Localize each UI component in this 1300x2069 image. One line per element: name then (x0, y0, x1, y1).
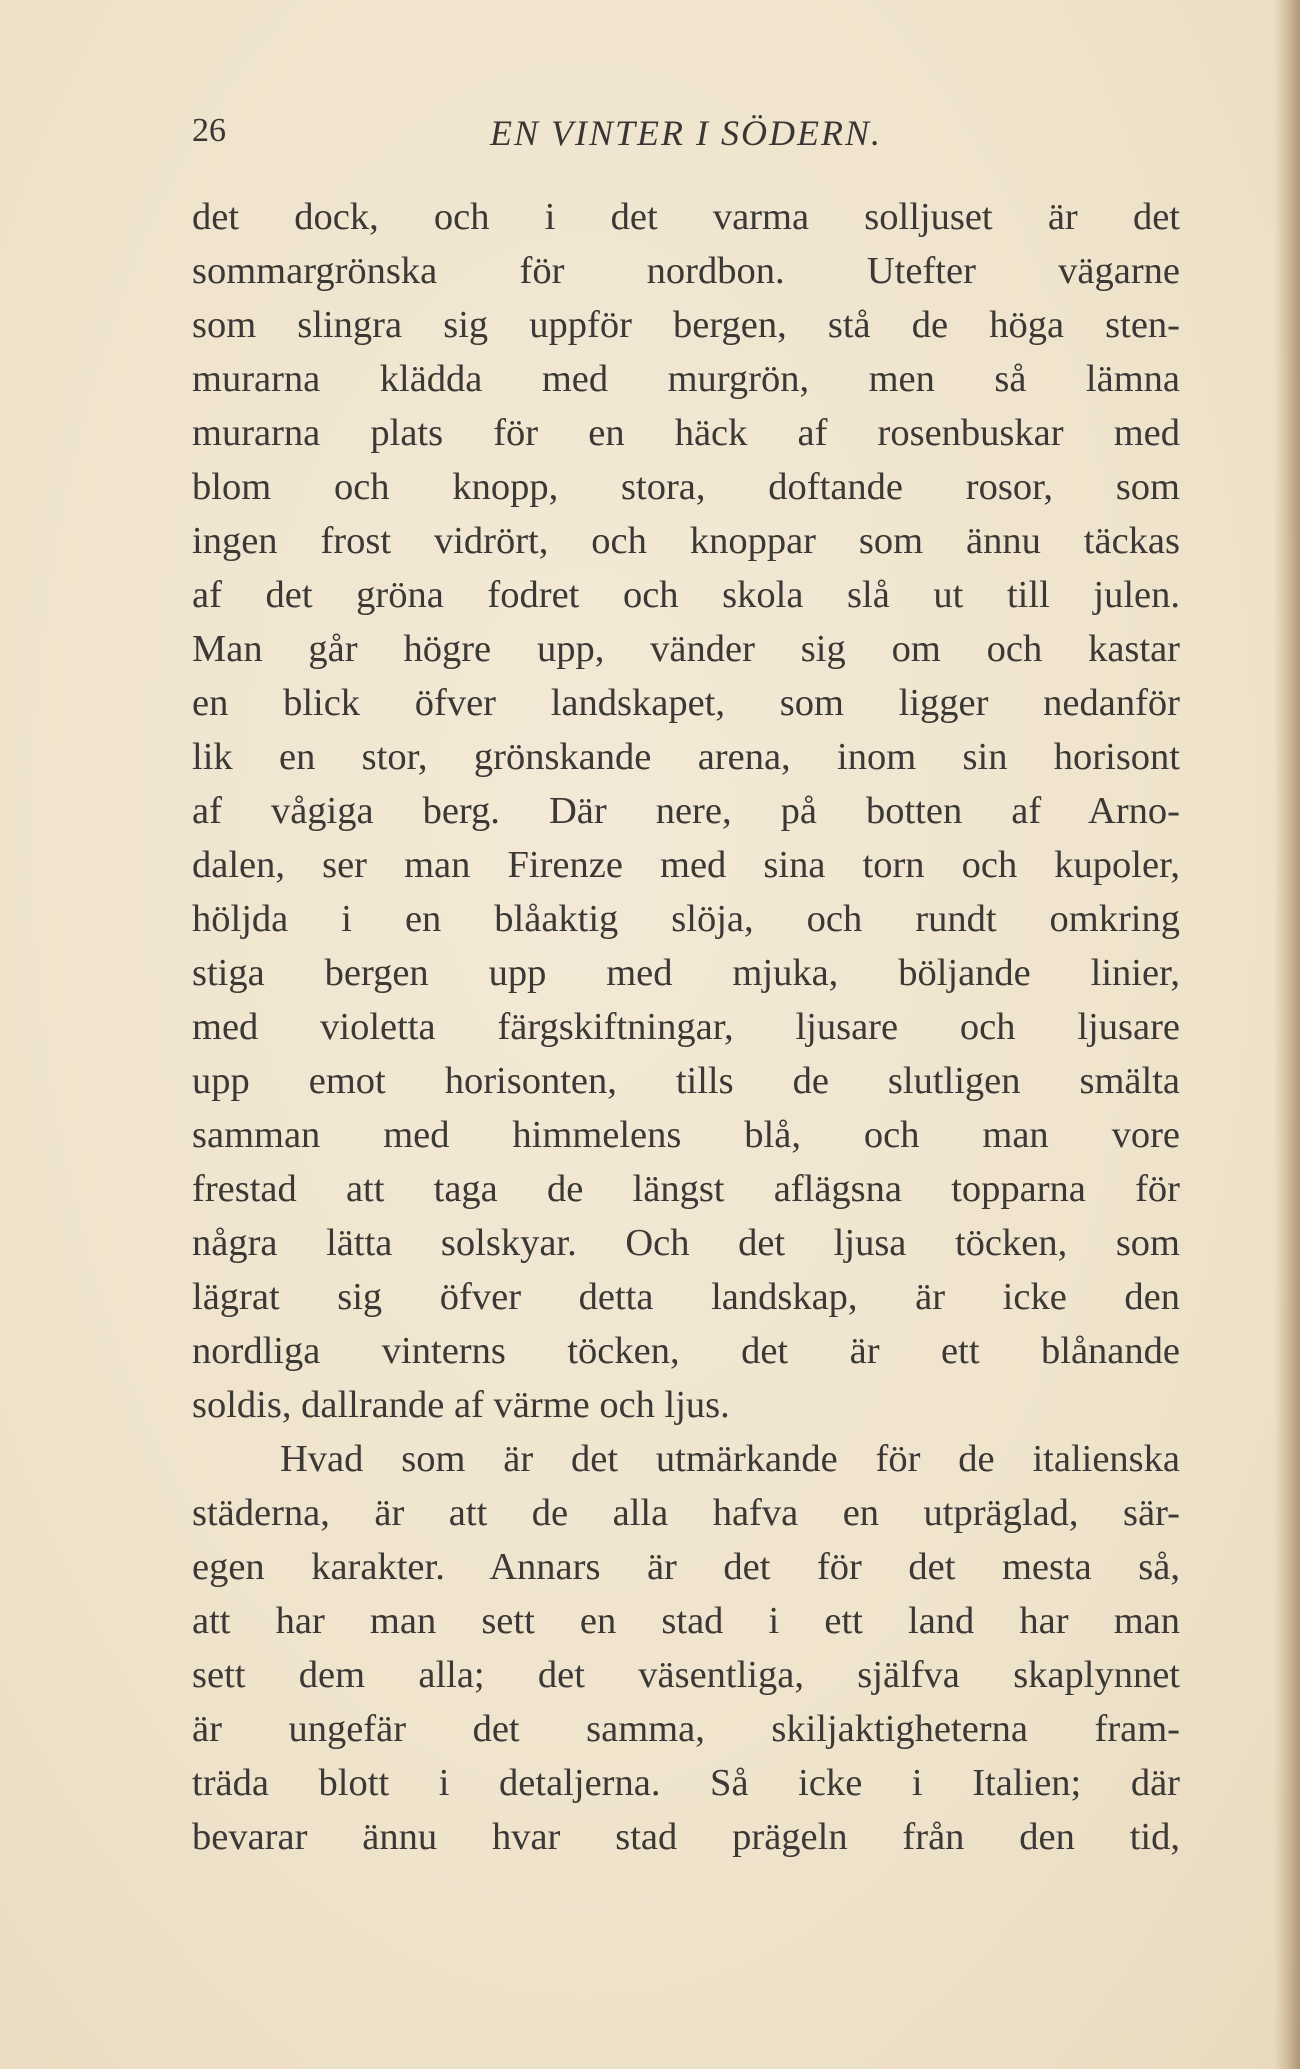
text-line: städerna, är att de alla hafva en utpräglad, sär- (192, 1492, 1180, 1534)
text-line: murarna plats för en häck af rosenbuskar med (192, 412, 1180, 454)
text-line: ingen frost vidrört, och knoppar som ännu täckas (192, 520, 1180, 562)
text-line: blom och knopp, stora, doftande rosor, som (192, 466, 1180, 508)
paragraph (192, 1432, 1180, 1864)
text-line: frestad att taga de längst aflägsna topparna för (192, 1168, 1180, 1210)
text-line: Man går högre upp, vänder sig om och kastar (192, 628, 1180, 670)
text-line: en blick öfver landskapet, som ligger nedanför (192, 682, 1180, 724)
text-line: några lätta solskyar. Och det ljusa töcken, som (192, 1222, 1180, 1264)
text-line: höljda i en blåaktig slöja, och rundt omkring (192, 898, 1180, 940)
text-line: det dock, och i det varma solljuset är det (192, 196, 1180, 238)
text-line: att har man sett en stad i ett land har man (192, 1600, 1180, 1642)
text-line: stiga bergen upp med mjuka, böljande linier, (192, 952, 1180, 994)
text-line: Hvad som är det utmärkande för de italienska (280, 1438, 1180, 1480)
paragraph (192, 190, 1180, 1432)
text-line: af vågiga berg. Där nere, på botten af Arno- (192, 790, 1180, 832)
text-line: murarna klädda med murgrön, men så lämna (192, 358, 1180, 400)
text-line: af det gröna fodret och skola slå ut till julen. (192, 574, 1180, 616)
text-line: lägrat sig öfver detta landskap, är icke den (192, 1276, 1180, 1318)
text-line: bevarar ännu hvar stad prägeln från den tid, (192, 1816, 1180, 1858)
text-line: träda blott i detaljerna. Så icke i Italien; där (192, 1762, 1180, 1804)
text-line: sommargrönska för nordbon. Utefter vägarne (192, 250, 1180, 292)
page-header (192, 112, 1180, 162)
page-edge-shadow (1274, 0, 1300, 2069)
text-line: lik en stor, grönskande arena, inom sin horisont (192, 736, 1180, 778)
running-title: EN VINTER I SÖDERN. (490, 113, 882, 153)
text-line: egen karakter. Annars är det för det mesta så, (192, 1546, 1180, 1588)
text-line: som slingra sig uppför bergen, stå de höga sten- (192, 304, 1180, 346)
body-text (192, 190, 1180, 1864)
text-line: sett dem alla; det väsentliga, själfva skaplynnet (192, 1654, 1180, 1696)
text-line: upp emot horisonten, tills de slutligen smälta (192, 1060, 1180, 1102)
text-line: med violetta färgskiftningar, ljusare och ljusare (192, 1006, 1180, 1048)
text-line: soldis, dallrande af värme och ljus. (192, 1384, 730, 1426)
page-number: 26 (192, 112, 226, 149)
text-line: nordliga vinterns töcken, det är ett blånande (192, 1330, 1180, 1372)
text-line: dalen, ser man Firenze med sina torn och kupoler, (192, 844, 1180, 886)
text-line: är ungefär det samma, skiljaktigheterna fram- (192, 1708, 1180, 1750)
text-line: samman med himmelens blå, och man vore (192, 1114, 1180, 1156)
